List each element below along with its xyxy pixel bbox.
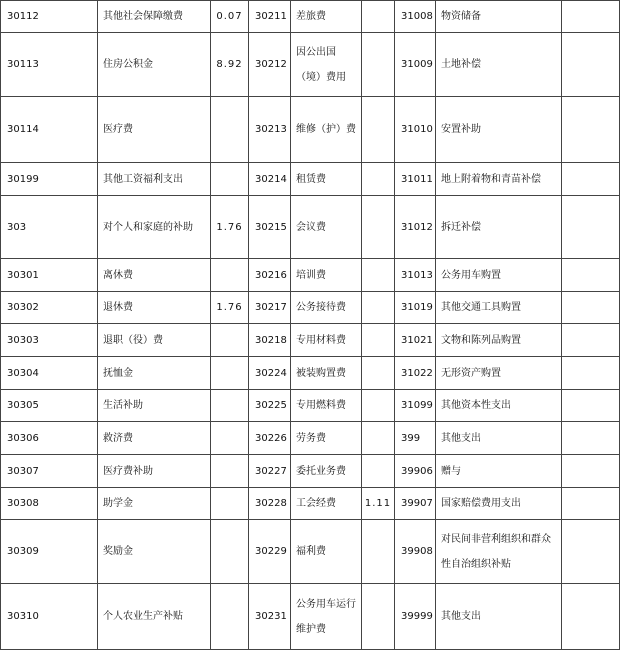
item-name-cell: 公务接待费 (291, 292, 362, 324)
amount-cell (362, 390, 395, 422)
amount-cell (562, 196, 620, 259)
item-name-cell: 住房公积金 (98, 33, 211, 97)
amount-cell (562, 357, 620, 390)
amount-cell (211, 584, 249, 650)
code-cell: 30114 (1, 97, 98, 163)
table-row (1, 488, 620, 520)
amount-cell (362, 455, 395, 488)
amount-cell (562, 1, 620, 33)
table-row (1, 584, 620, 650)
amount-cell (211, 97, 249, 163)
amount-cell (211, 488, 249, 520)
amount-cell (362, 520, 395, 584)
amount-cell (562, 292, 620, 324)
amount-cell (211, 259, 249, 292)
item-name-cell: 个人农业生产补贴 (98, 584, 211, 650)
item-name-cell: 医疗费补助 (98, 455, 211, 488)
code-cell: 30224 (249, 357, 291, 390)
code-cell: 303 (1, 196, 98, 259)
amount-cell (562, 163, 620, 196)
code-cell: 30305 (1, 390, 98, 422)
code-cell: 31008 (395, 1, 436, 33)
code-cell: 30304 (1, 357, 98, 390)
table-row (1, 324, 620, 357)
amount-cell (362, 97, 395, 163)
amount-cell (211, 163, 249, 196)
amount-cell (362, 1, 395, 33)
table-row (1, 520, 620, 584)
amount-cell (362, 196, 395, 259)
amount-cell (562, 259, 620, 292)
code-cell: 39908 (395, 520, 436, 584)
code-cell: 30226 (249, 422, 291, 455)
code-cell: 31009 (395, 33, 436, 97)
code-cell: 30214 (249, 163, 291, 196)
amount-cell (211, 357, 249, 390)
item-name-cell: 无形资产购置 (436, 357, 562, 390)
amount-cell: 1.76 (211, 292, 249, 324)
item-name-cell: 工会经费 (291, 488, 362, 520)
table-row (1, 390, 620, 422)
amount-cell (362, 259, 395, 292)
item-name-cell: 专用材料费 (291, 324, 362, 357)
code-cell: 399 (395, 422, 436, 455)
amount-cell (562, 390, 620, 422)
code-cell: 39999 (395, 584, 436, 650)
amount-cell: 8.92 (211, 33, 249, 97)
table-row (1, 259, 620, 292)
code-cell: 30309 (1, 520, 98, 584)
item-name-cell: 奖励金 (98, 520, 211, 584)
item-name-cell: 福利费 (291, 520, 362, 584)
item-name-cell: 其他工资福利支出 (98, 163, 211, 196)
item-name-cell: 其他社会保障缴费 (98, 1, 211, 33)
code-cell: 39906 (395, 455, 436, 488)
amount-cell (562, 520, 620, 584)
code-cell: 31013 (395, 259, 436, 292)
code-cell: 30113 (1, 33, 98, 97)
amount-cell (562, 488, 620, 520)
code-cell: 31022 (395, 357, 436, 390)
item-name-cell: 退职（役）费 (98, 324, 211, 357)
item-name-cell: 生活补助 (98, 390, 211, 422)
table-row (1, 455, 620, 488)
item-name-cell: 租赁费 (291, 163, 362, 196)
amount-cell (211, 324, 249, 357)
item-name-cell: 因公出国（境）费用 (291, 33, 362, 97)
code-cell: 30216 (249, 259, 291, 292)
item-name-cell: 劳务费 (291, 422, 362, 455)
code-cell: 31021 (395, 324, 436, 357)
code-cell: 30229 (249, 520, 291, 584)
code-cell: 30211 (249, 1, 291, 33)
code-cell: 30231 (249, 584, 291, 650)
item-name-cell: 离休费 (98, 259, 211, 292)
amount-cell (362, 163, 395, 196)
item-name-cell: 委托业务费 (291, 455, 362, 488)
item-name-cell: 土地补偿 (436, 33, 562, 97)
item-name-cell: 维修（护）费 (291, 97, 362, 163)
amount-cell (562, 33, 620, 97)
item-name-cell: 文物和陈列品购置 (436, 324, 562, 357)
code-cell: 30215 (249, 196, 291, 259)
item-name-cell: 其他交通工具购置 (436, 292, 562, 324)
item-name-cell: 抚恤金 (98, 357, 211, 390)
item-name-cell: 公务用车运行维护费 (291, 584, 362, 650)
amount-cell (362, 357, 395, 390)
code-cell: 30228 (249, 488, 291, 520)
item-name-cell: 对民间非营利组织和群众性自治组织补贴 (436, 520, 562, 584)
code-cell: 30212 (249, 33, 291, 97)
item-name-cell: 助学金 (98, 488, 211, 520)
code-cell: 30302 (1, 292, 98, 324)
amount-cell: 0.07 (211, 1, 249, 33)
amount-cell (362, 422, 395, 455)
code-cell: 39907 (395, 488, 436, 520)
amount-cell: 1.76 (211, 196, 249, 259)
amount-cell (211, 390, 249, 422)
amount-cell (362, 324, 395, 357)
item-name-cell: 会议费 (291, 196, 362, 259)
item-name-cell: 专用燃料费 (291, 390, 362, 422)
code-cell: 30227 (249, 455, 291, 488)
table-row (1, 196, 620, 259)
code-cell: 30213 (249, 97, 291, 163)
table-row (1, 97, 620, 163)
item-name-cell: 国家赔偿费用支出 (436, 488, 562, 520)
code-cell: 30307 (1, 455, 98, 488)
table-body (1, 1, 620, 650)
item-name-cell: 赠与 (436, 455, 562, 488)
amount-cell (362, 33, 395, 97)
code-cell: 30310 (1, 584, 98, 650)
code-cell: 31019 (395, 292, 436, 324)
amount-cell: 1.11 (362, 488, 395, 520)
item-name-cell: 拆迁补偿 (436, 196, 562, 259)
item-name-cell: 培训费 (291, 259, 362, 292)
code-cell: 30225 (249, 390, 291, 422)
item-name-cell: 公务用车购置 (436, 259, 562, 292)
table-row (1, 292, 620, 324)
amount-cell (362, 292, 395, 324)
table-row (1, 422, 620, 455)
table-row (1, 357, 620, 390)
item-name-cell: 其他资本性支出 (436, 390, 562, 422)
code-cell: 30303 (1, 324, 98, 357)
code-cell: 31010 (395, 97, 436, 163)
code-cell: 30199 (1, 163, 98, 196)
item-name-cell: 退休费 (98, 292, 211, 324)
amount-cell (562, 455, 620, 488)
item-name-cell: 其他支出 (436, 422, 562, 455)
code-cell: 30112 (1, 1, 98, 33)
amount-cell (562, 97, 620, 163)
amount-cell (562, 584, 620, 650)
amount-cell (211, 422, 249, 455)
code-cell: 30301 (1, 259, 98, 292)
item-name-cell: 医疗费 (98, 97, 211, 163)
table-row (1, 33, 620, 97)
code-cell: 30217 (249, 292, 291, 324)
amount-cell (211, 520, 249, 584)
item-name-cell: 差旅费 (291, 1, 362, 33)
item-name-cell: 地上附着物和青苗补偿 (436, 163, 562, 196)
table-row (1, 163, 620, 196)
item-name-cell: 安置补助 (436, 97, 562, 163)
item-name-cell: 其他支出 (436, 584, 562, 650)
amount-cell (562, 324, 620, 357)
code-cell: 30308 (1, 488, 98, 520)
code-cell: 31012 (395, 196, 436, 259)
code-cell: 30218 (249, 324, 291, 357)
code-cell: 31099 (395, 390, 436, 422)
item-name-cell: 物资储备 (436, 1, 562, 33)
code-cell: 30306 (1, 422, 98, 455)
code-cell: 31011 (395, 163, 436, 196)
amount-cell (211, 455, 249, 488)
item-name-cell: 对个人和家庭的补助 (98, 196, 211, 259)
amount-cell (362, 584, 395, 650)
item-name-cell: 被装购置费 (291, 357, 362, 390)
item-name-cell: 救济费 (98, 422, 211, 455)
table-row (1, 1, 620, 33)
amount-cell (562, 422, 620, 455)
